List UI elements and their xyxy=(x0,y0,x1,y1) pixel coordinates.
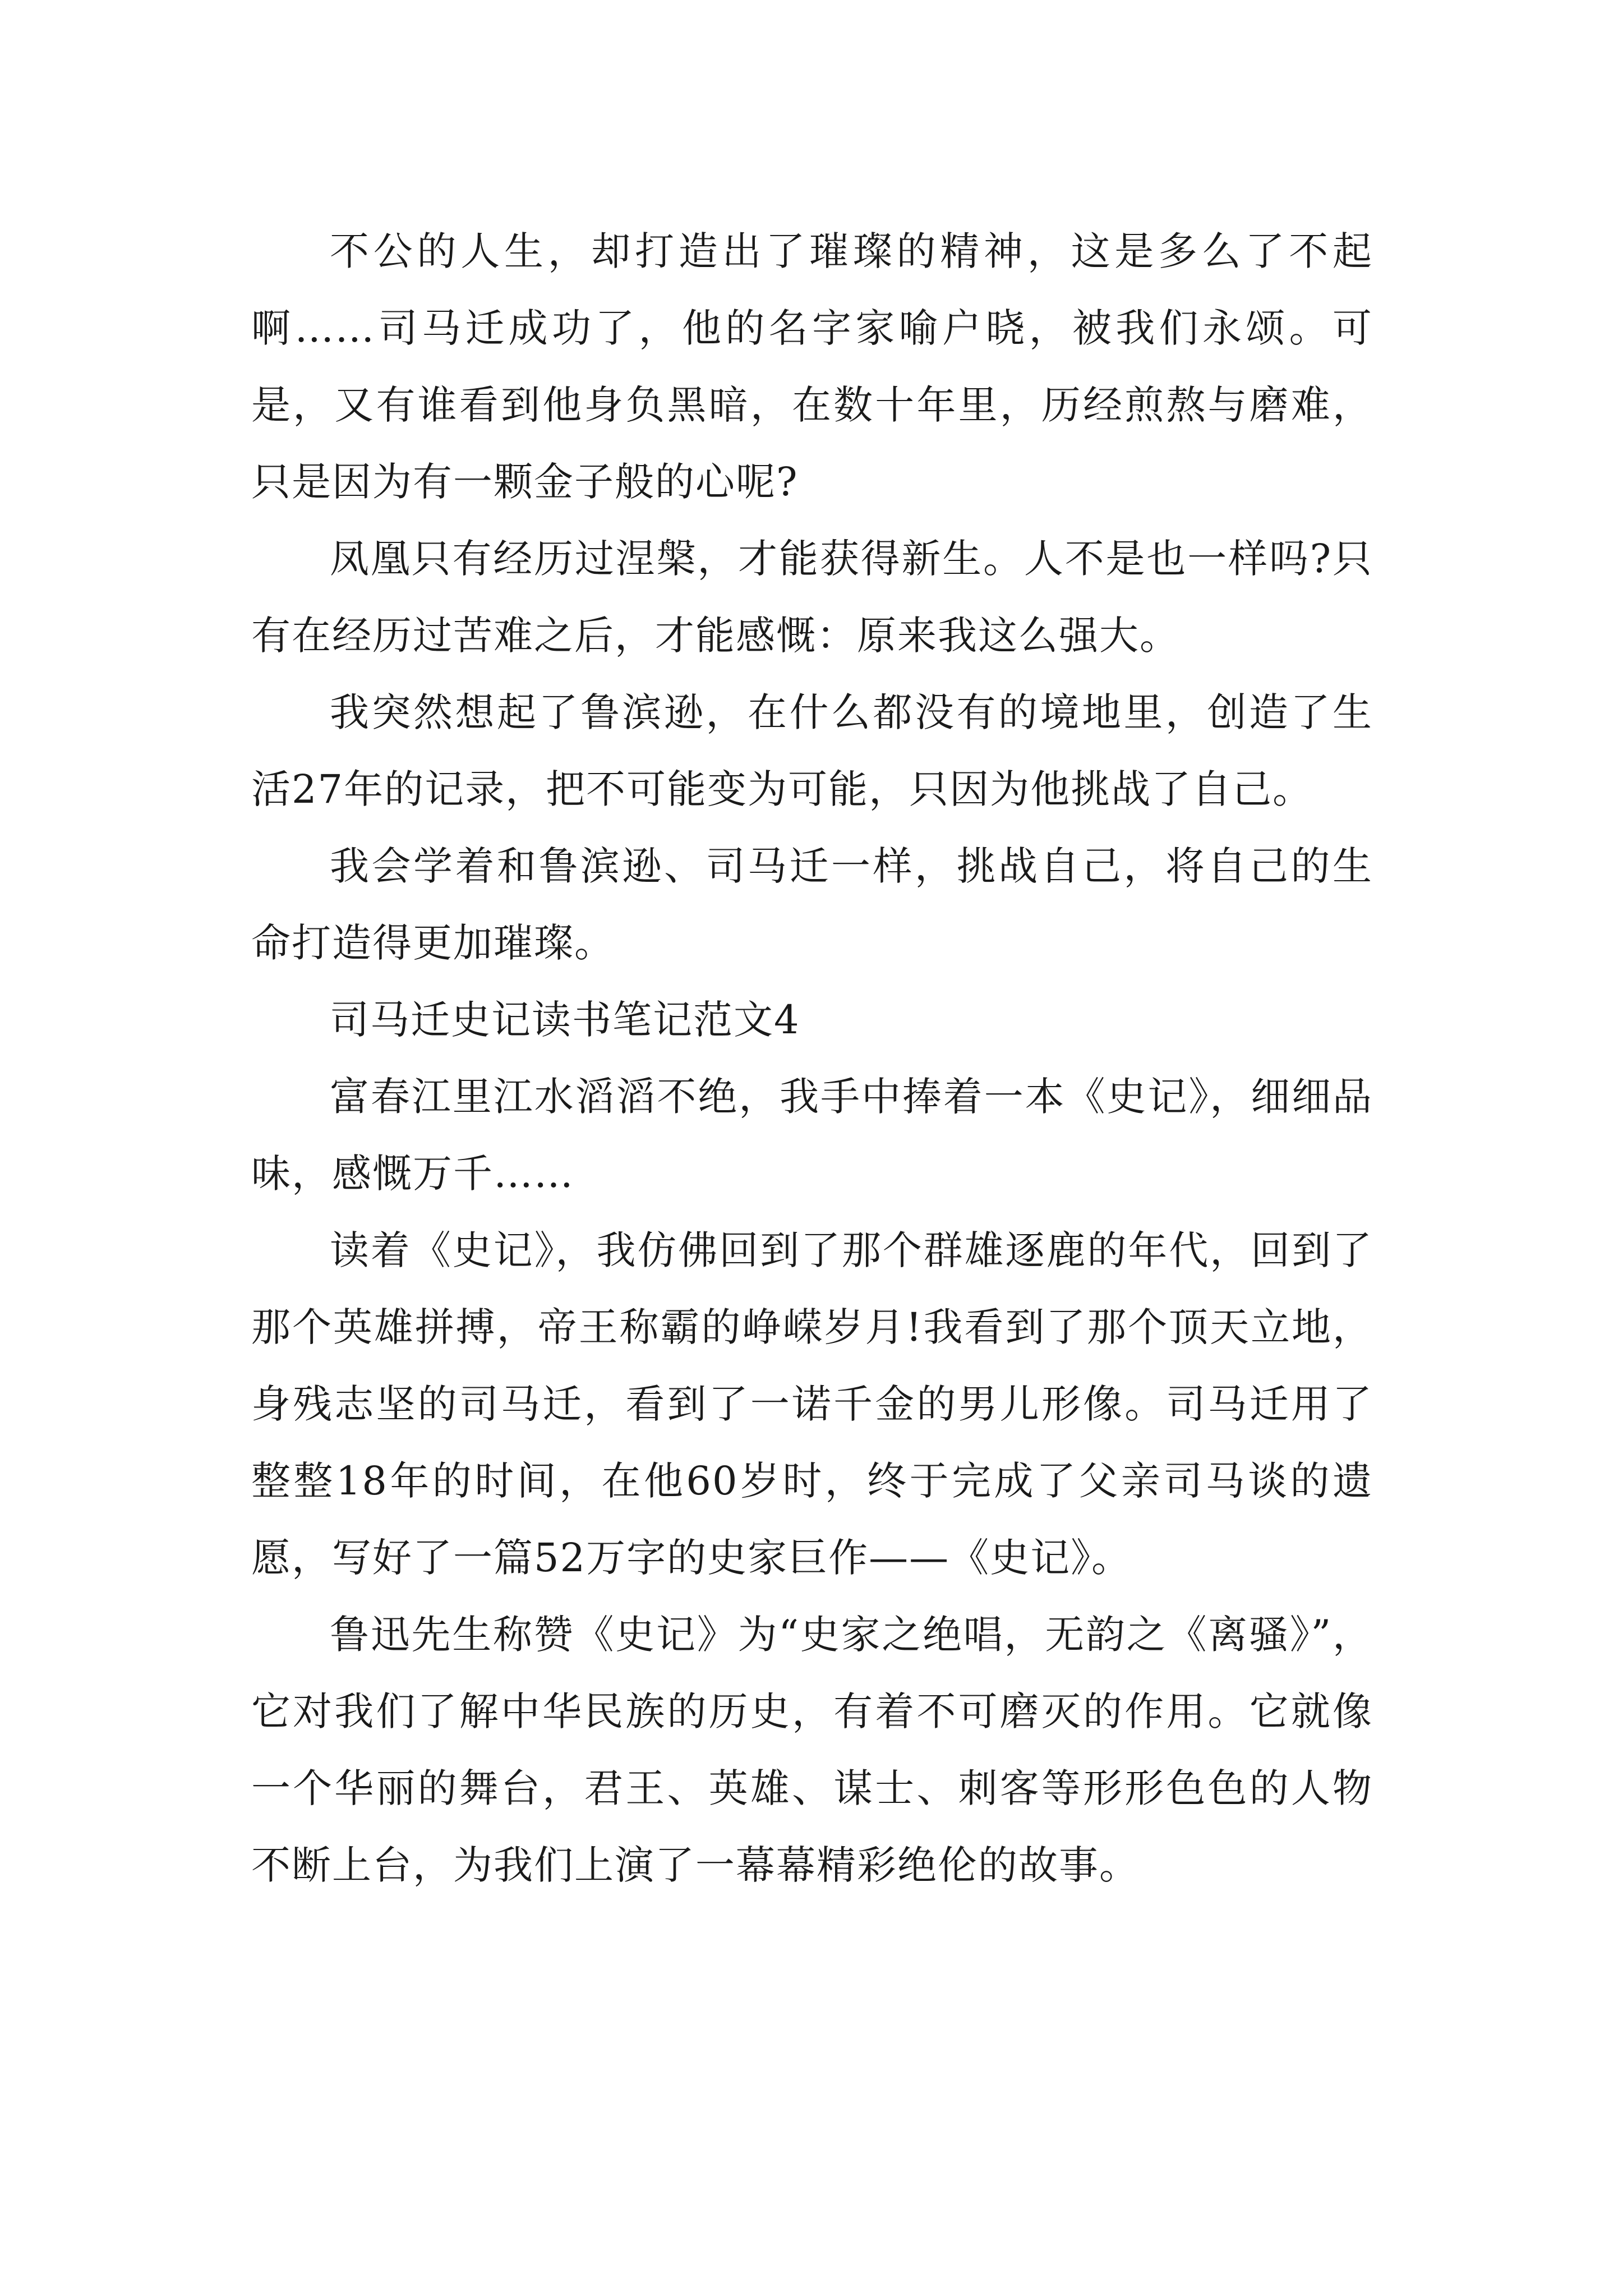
body-text xyxy=(251,213,1373,1904)
paragraph-perseverance: 不公的人生，却打造出了璀璨的精神，这是多么了不起啊……司马迁成功了，他的名字家喻户晓，被我们永颂。可是，又有谁看到他身负黑暗，在数十年里，历经煎熬与磨难，只是因为有一颗金子般的心呢? xyxy=(251,228,1373,505)
paragraph-robinson: 我突然想起了鲁滨逊，在什么都没有的境地里，创造了生活27年的记录，把不可能变为可能，只因为他挑战了自己。 xyxy=(251,689,1373,812)
section-heading: 司马迁史记读书笔记范文4 xyxy=(330,997,800,1043)
paragraph-reading-shiji: 读着《史记》，我仿佛回到了那个群雄逐鹿的年代，回到了那个英雄拼搏，帝王称霸的峥嵘岁月!我看到了那个顶天立地，身残志坚的司马迁，看到了一诺千金的男儿形像。司马迁用了整整18年的时间，在他60岁时，终于完成了父亲司马谈的遗愿，写好了一篇52万字的史家巨作——《史记》。 xyxy=(251,1227,1373,1581)
paragraph-phoenix: 凤凰只有经历过涅槃，才能获得新生。人不是也一样吗?只有在经历过苦难之后，才能感慨：原来我这么强大。 xyxy=(251,536,1373,659)
paragraph-fuchun-river: 富春江里江水滔滔不绝，我手中捧着一本《史记》，细细品味，感慨万千…… xyxy=(251,1074,1373,1197)
paragraph-resolution: 我会学着和鲁滨逊、司马迁一样，挑战自己，将自己的生命打造得更加璀璨。 xyxy=(251,843,1373,966)
paragraph-luxun-praise: 鲁迅先生称赞《史记》为“史家之绝唱，无韵之《离骚》”，它对我们了解中华民族的历史，有着不可磨灭的作用。它就像一个华丽的舞台，君王、英雄、谋士、刺客等形形色色的人物不断上台，为我们上演了一幕幕精彩绝伦的故事。 xyxy=(251,1612,1373,1888)
